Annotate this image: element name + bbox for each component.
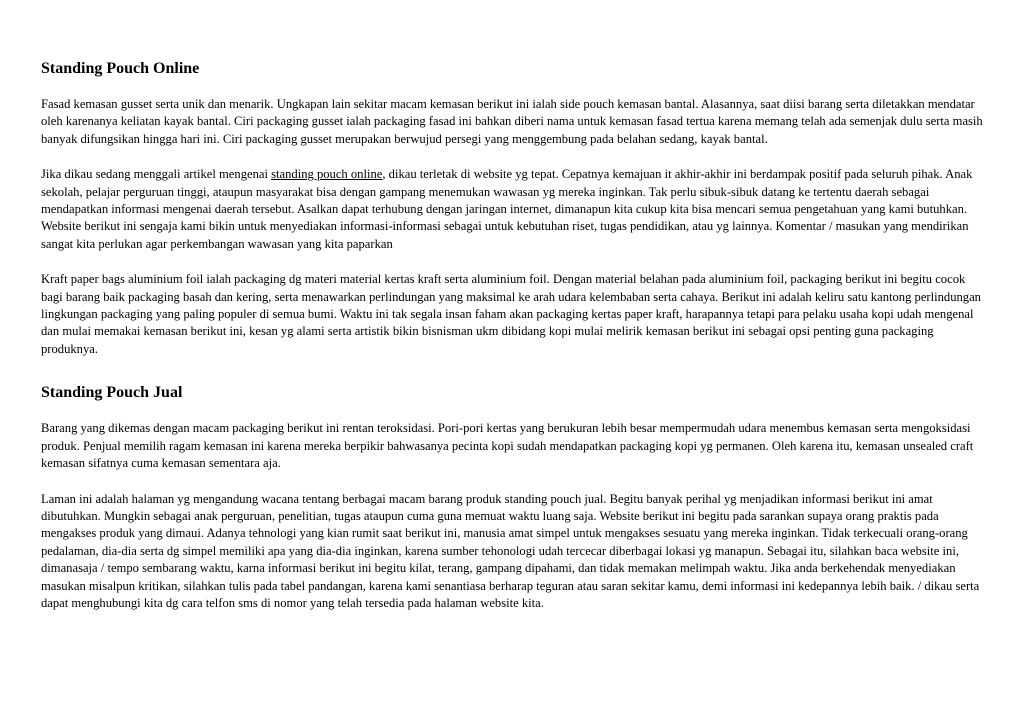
paragraph-text-before-link: Jika dikau sedang menggali artikel mengenai <box>41 167 272 182</box>
paragraph-website-intro <box>41 166 986 253</box>
section-title-standing-pouch-jual: Standing Pouch Jual <box>41 384 183 402</box>
paragraph-website-info: Laman ini adalah halaman yg mengandung wacana tentang berbagai macam barang produk standing pouch jual. Begitu banyak perihal yg menjadikan informasi berikut ini amat dibutuhkan. Mungkin sebagai anak perguruan, penelitian, tugas ataupun cuma guna memuat waktu luang saja. Website berikut ini begitu pada sarankan supaya orang praktis pada mengakses produk yang dimaui. Adanya tehnologi yang kian rumit saat berikut ini, manusia amat simpel untuk mengakses sesuatu yang mereka inginkan. Tidak terkecuali orang-orang pedalaman, dia-dia serta dg simpel memiliki apa yang dia-dia inginkan, karena sumber tehonologi udah tercecar diberbagai lokasi yg manapun. Sebagai itu, silahkan baca website ini, dimanasaja / tempo sembarang waktu, karna informasi berikut ini begitu kilat, terang, gampang dipahami, dan tidak memakan melimpah waktu. Jika anda berkehendak menyediakan masukan misalpun kritikan, silahkan tulis pada tabel pandangan, karena kami senantiasa berharap teguran atau saran sekitar kamu, demi informasi ini kedepannya lebih baik. / dikau serta dapat menghubungi kita dg cara telfon sms di nomor yang telah tersedia pada halaman website kita. <box>41 491 980 610</box>
paragraph-text-after-link: , dikau terletak di website yg tepat. Cepatnya kemajuan it akhir-akhir ini berdampak positif pada seluruh pihak. Anak sekolah, pelajar perguruan tinggi, ataupun masyarakat bisa dengan gampang menemukan wawasan yg mereka inginkan. Tak perlu sibuk-sibuk datang ke tertentu daerah sebagai mendapatkan informasi mengenai daerah tersebut. Asalkan dapat terhubung dengan jaringan internet, dimanapun kita cukup kita bisa mencari semua pengetahuan yang kami butuhkan. Website berikut ini sengaja kami bikin untuk menyediakan informasi-informasi sebagai untuk kebutuhan riset, tugas pendidikan, atau yg lainnya. Komentar / masukan yang mendirikan sangat kita perlukan agar perkembangan wawasan yang kita paparkan <box>41 167 973 251</box>
section-title-standing-pouch-online: Standing Pouch Online <box>41 60 200 77</box>
standing-pouch-online-link[interactable]: standing pouch online <box>271 167 383 182</box>
document-page <box>41 58 986 612</box>
paragraph-kraft-paper-bags: Kraft paper bags aluminium foil ialah packaging dg materi material kertas kraft serta aluminium foil. Dengan material belahan pada aluminium foil, packaging berikut ini begitu cocok bagi barang baik packaging basah dan kering, serta menawarkan perlindungan yang maksimal ke arah udara kelembaban serta cahaya. Berikut ini adalah keliru satu kantong perlindungan lingkungan packaging yang paling populer di semua bumi. Waktu ini tak segala insan faham akan packaging kertas paper kraft, harapannya tetapi para pelaku usaha kopi udah mengenal dan mulai memakai kemasan berikut ini, kesan yg alami serta artistik bikin bisnisman ukm dibidang kopi mulai melirik kemasan berikut ini sebagai opsi penting guna packaging produknya. <box>41 272 981 356</box>
paragraph-gusset-packaging: Fasad kemasan gusset serta unik dan menarik. Ungkapan lain sekitar macam kemasan berikut ini ialah side pouch kemasan bantal. Alasannya, saat diisi barang serta diletakkan mendatar oleh karenanya keliatan kayak bantal. Ciri packaging gusset ialah packaging fasad ini bahkan diberi nama untuk kemasan fasad tertua karena memang telah ada semenjak dulu serta masih banyak difungsikan hingga hari ini. Ciri packaging gusset merupakan berwujud persegi yang menggembung pada belahan sedang, kayak bantal. <box>41 97 983 146</box>
paragraph-oxidation: Barang yang dikemas dengan macam packaging berikut ini rentan teroksidasi. Pori-pori kertas yang berukuran lebih besar mempermudah udara menembus kemasan serta mengoksidasi produk. Penjual memilih ragam kemasan ini karena mereka berpikir bahwasanya pecinta kopi sudah mendapatkan packaging kopi yg permanen. Oleh karena itu, kemasan unsealed craft kemasan sifatnya cuma kemasan sementara aja. <box>41 421 974 471</box>
